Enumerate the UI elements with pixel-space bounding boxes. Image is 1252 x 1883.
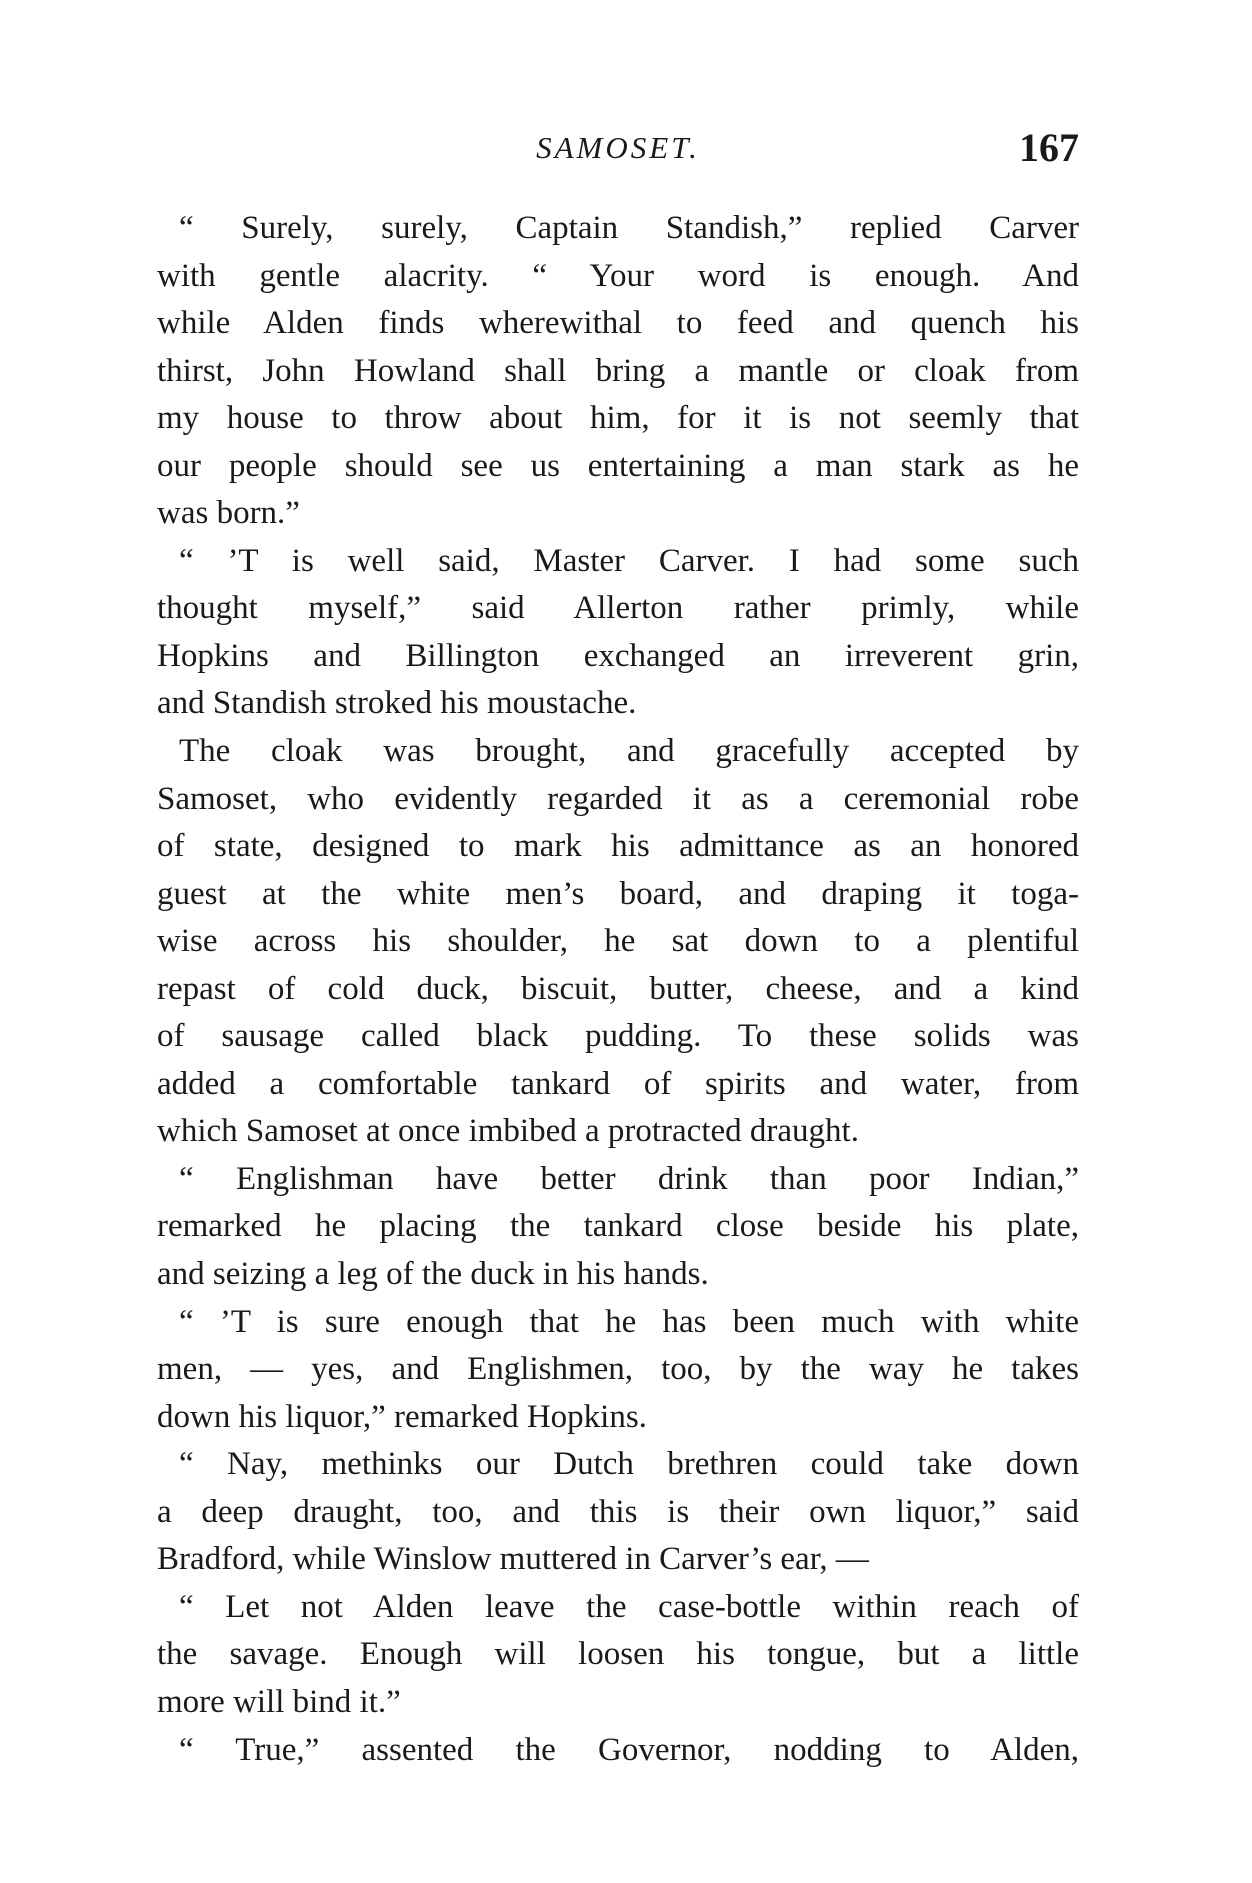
- text-line: “ True,” assented the Governor, nodding to Alden,: [179, 1731, 1079, 1768]
- text-line: thought myself,” said Allerton rather primly, while: [157, 590, 1079, 627]
- text-line: The cloak was brought, and gracefully accepted by: [179, 733, 1079, 770]
- text-line: “ ’T is sure enough that he has been much with white: [179, 1303, 1079, 1340]
- text-line: “ Nay, methinks our Dutch brethren could take down: [179, 1446, 1079, 1483]
- text-line: while Alden finds wherewithal to feed and quench his: [157, 305, 1079, 342]
- page-number: 167: [1019, 125, 1079, 170]
- text-line: and Standish stroked his moustache.: [157, 685, 637, 722]
- text-line: “ Surely, surely, Captain Standish,” replied Carver: [179, 210, 1079, 246]
- text-body: [157, 205, 1079, 1774]
- text-line: repast of cold duck, biscuit, butter, cheese, and a kind: [157, 970, 1079, 1007]
- text-line: remarked he placing the tankard close beside his plate,: [157, 1208, 1079, 1245]
- text-line: the savage. Enough will loosen his tongue, but a little: [157, 1636, 1079, 1673]
- text-line: Samoset, who evidently regarded it as a ceremonial robe: [157, 780, 1079, 817]
- text-line: thirst, John Howland shall bring a mantle or cloak from: [157, 352, 1079, 389]
- text-line: of state, designed to mark his admittance as an honored: [157, 828, 1079, 865]
- text-line: men, — yes, and Englishmen, too, by the way he takes: [157, 1351, 1079, 1388]
- text-line: and seizing a leg of the duck in his hands.: [157, 1256, 709, 1293]
- text-line: Bradford, while Winslow muttered in Carver’s ear, —: [157, 1541, 869, 1578]
- text-line: down his liquor,” remarked Hopkins.: [157, 1398, 647, 1435]
- text-line: of sausage called black pudding. To these solids was: [157, 1018, 1079, 1055]
- text-line: wise across his shoulder, he sat down to a plentiful: [157, 923, 1079, 960]
- text-line: our people should see us entertaining a man stark as he: [157, 447, 1079, 484]
- text-line: guest at the white men’s board, and draping it toga-: [157, 875, 1079, 912]
- text-line: my house to throw about him, for it is not seemly that: [157, 400, 1079, 437]
- text-line: more will bind it.”: [157, 1683, 401, 1720]
- running-title: SAMOSET.: [536, 130, 700, 165]
- running-head: [157, 124, 1079, 172]
- text-line: added a comfortable tankard of spirits and water, from: [157, 1065, 1079, 1102]
- text-line: which Samoset at once imbibed a protracted draught.: [157, 1113, 859, 1150]
- text-line: Hopkins and Billington exchanged an irreverent grin,: [157, 637, 1079, 674]
- text-line: “ ’T is well said, Master Carver. I had some such: [179, 542, 1079, 579]
- text-line: “ Let not Alden leave the case-bottle within reach of: [179, 1588, 1079, 1625]
- text-line: “ Englishman have better drink than poor Indian,”: [179, 1160, 1079, 1197]
- text-line: a deep draught, too, and this is their own liquor,” said: [157, 1493, 1079, 1530]
- text-line: was born.”: [157, 495, 300, 532]
- text-line: with gentle alacrity. “ Your word is enough. And: [157, 257, 1079, 294]
